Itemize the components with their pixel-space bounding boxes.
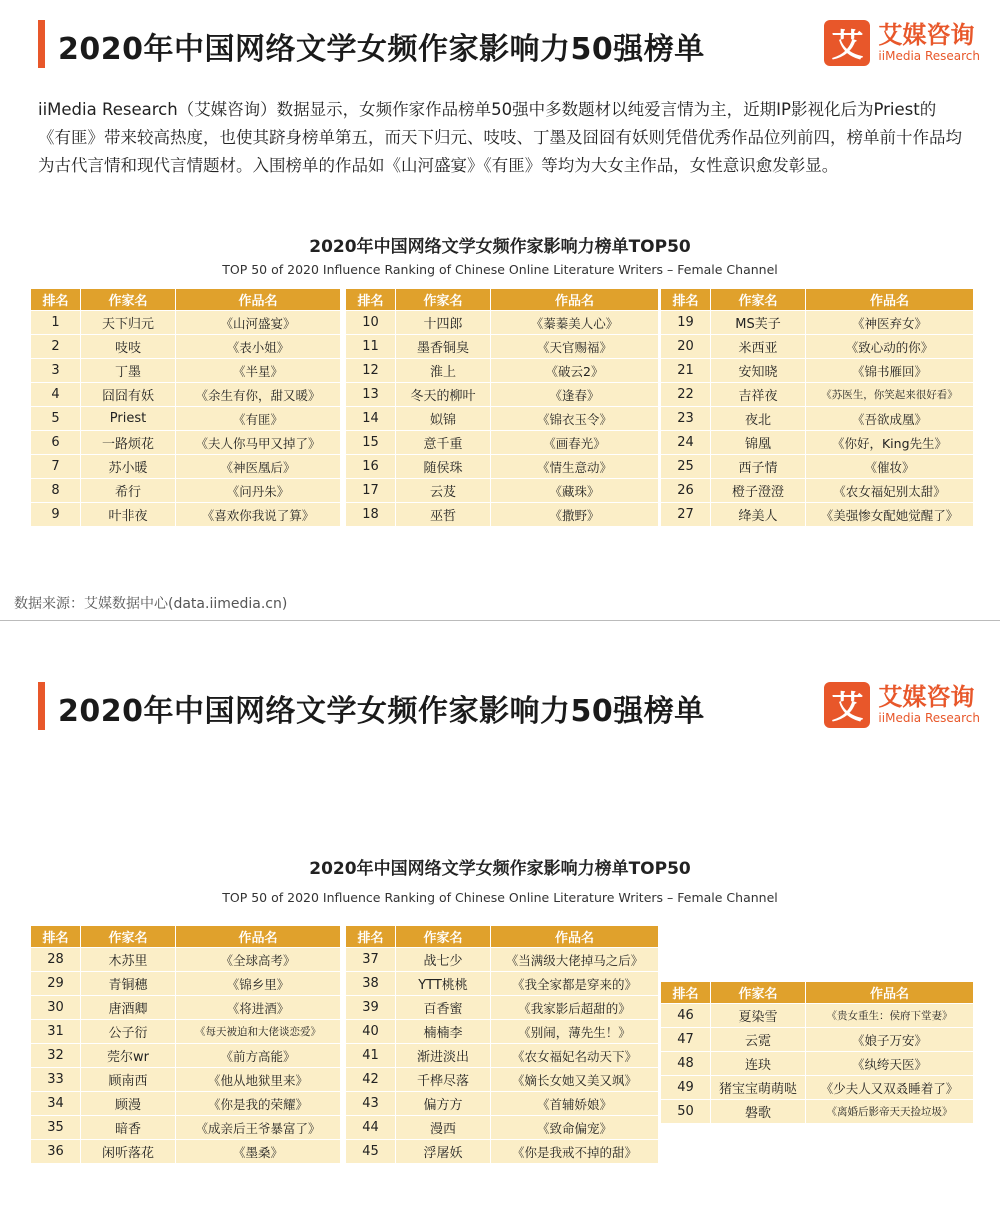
rank-cell: 22 — [661, 383, 711, 407]
header-work: 作品名 — [806, 982, 974, 1004]
work-cell: 《有匪》 — [176, 407, 341, 431]
rank-cell: 35 — [31, 1116, 81, 1140]
brand-logo — [824, 20, 980, 66]
work-cell: 《农女福妃名动天下》 — [491, 1044, 659, 1068]
rank-cell: 16 — [346, 455, 396, 479]
author-cell: 意千重 — [396, 431, 491, 455]
header-work: 作品名 — [806, 289, 974, 311]
author-cell: 吱吱 — [81, 335, 176, 359]
rank-cell: 5 — [31, 407, 81, 431]
rank-cell: 46 — [661, 1004, 711, 1028]
header-work: 作品名 — [491, 289, 659, 311]
author-cell: YTT桃桃 — [396, 972, 491, 996]
work-cell: 《催妆》 — [806, 455, 974, 479]
author-cell: 连玦 — [711, 1052, 806, 1076]
table-row — [31, 948, 341, 972]
rank-cell: 4 — [31, 383, 81, 407]
table-header-row — [31, 926, 341, 948]
ranking-table-19-27 — [660, 288, 974, 527]
work-cell: 《纨绔天医》 — [806, 1052, 974, 1076]
work-cell: 《锦乡里》 — [176, 972, 341, 996]
author-cell: 猪宝宝萌萌哒 — [711, 1076, 806, 1100]
rank-cell: 40 — [346, 1020, 396, 1044]
author-cell: 囧囧有妖 — [81, 383, 176, 407]
table-row — [661, 1004, 974, 1028]
table-row — [346, 407, 659, 431]
brand-name-en: iiMedia Research — [878, 49, 980, 63]
author-cell: 锦凰 — [711, 431, 806, 455]
table-row — [661, 431, 974, 455]
table-row — [661, 383, 974, 407]
work-cell: 《将进酒》 — [176, 996, 341, 1020]
work-cell: 《山河盛宴》 — [176, 311, 341, 335]
author-cell: 巫哲 — [396, 503, 491, 527]
work-cell: 《首辅娇娘》 — [491, 1092, 659, 1116]
author-cell: 墨香铜臭 — [396, 335, 491, 359]
author-cell: 偏方方 — [396, 1092, 491, 1116]
ranking-table-1-9 — [30, 288, 341, 527]
author-cell: 顾南西 — [81, 1068, 176, 1092]
work-cell: 《吾欲成凰》 — [806, 407, 974, 431]
rank-cell: 24 — [661, 431, 711, 455]
work-cell: 《致心动的你》 — [806, 335, 974, 359]
table-header-row — [661, 289, 974, 311]
header-author: 作家名 — [396, 926, 491, 948]
work-cell: 《别闹，薄先生！》 — [491, 1020, 659, 1044]
table-row — [346, 503, 659, 527]
rank-cell: 9 — [31, 503, 81, 527]
table-row — [346, 479, 659, 503]
intro-paragraph: iiMedia Research（艾媒咨询）数据显示，女频作家作品榜单50强中多数题材以纯爱言情为主，近期IP影视化后为Priest的《有匪》带来较高热度，也使其跻身榜单第五，而天下归元、吱吱、丁墨及囧囧有妖则凭借优秀作品位列前四，榜单前十作品均为古代言情和现代言情题材。入围榜单的作品如《山河盛宴》《有匪》等均为大女主作品，女性意识愈发彰显。 — [38, 100, 962, 175]
header-rank: 排名 — [31, 289, 81, 311]
table-row — [661, 1052, 974, 1076]
table-row — [31, 359, 341, 383]
author-cell: 漫西 — [396, 1116, 491, 1140]
header-author: 作家名 — [711, 982, 806, 1004]
rank-cell: 21 — [661, 359, 711, 383]
author-cell: 暗香 — [81, 1116, 176, 1140]
rank-cell: 17 — [346, 479, 396, 503]
header-work: 作品名 — [176, 926, 341, 948]
author-cell: 千桦尽落 — [396, 1068, 491, 1092]
rank-cell: 37 — [346, 948, 396, 972]
table-row — [31, 1020, 341, 1044]
rank-cell: 36 — [31, 1140, 81, 1164]
work-cell: 《娘子万安》 — [806, 1028, 974, 1052]
ranking-table-46-50 — [660, 981, 974, 1124]
work-cell: 《你是我的荣耀》 — [176, 1092, 341, 1116]
header-rank: 排名 — [346, 289, 396, 311]
table-row — [31, 479, 341, 503]
author-cell: 顾漫 — [81, 1092, 176, 1116]
rank-cell: 15 — [346, 431, 396, 455]
author-cell: 青铜穗 — [81, 972, 176, 996]
work-cell: 《喜欢你我说了算》 — [176, 503, 341, 527]
table-row — [346, 1116, 659, 1140]
work-cell: 《你好，King先生》 — [806, 431, 974, 455]
author-cell: 战七少 — [396, 948, 491, 972]
work-cell: 《你是我戒不掉的甜》 — [491, 1140, 659, 1164]
header-author: 作家名 — [396, 289, 491, 311]
author-cell: 十四郎 — [396, 311, 491, 335]
table-row — [346, 335, 659, 359]
header-rank: 排名 — [31, 926, 81, 948]
work-cell: 《余生有你，甜又暖》 — [176, 383, 341, 407]
rank-cell: 23 — [661, 407, 711, 431]
rank-cell: 29 — [31, 972, 81, 996]
table-row — [31, 455, 341, 479]
work-cell: 《我全家都是穿来的》 — [491, 972, 659, 996]
header-author: 作家名 — [81, 289, 176, 311]
work-cell: 《当满级大佬掉马之后》 — [491, 948, 659, 972]
table-row — [346, 1044, 659, 1068]
author-cell: 唐酒卿 — [81, 996, 176, 1020]
author-cell: 淮上 — [396, 359, 491, 383]
brand-logo — [824, 682, 980, 728]
rank-cell: 19 — [661, 311, 711, 335]
rank-cell: 39 — [346, 996, 396, 1020]
rank-cell: 34 — [31, 1092, 81, 1116]
author-cell: MS芙子 — [711, 311, 806, 335]
table-row — [31, 431, 341, 455]
rank-cell: 30 — [31, 996, 81, 1020]
work-cell: 《画春光》 — [491, 431, 659, 455]
header-work: 作品名 — [491, 926, 659, 948]
author-cell: 丁墨 — [81, 359, 176, 383]
table-row — [31, 1116, 341, 1140]
author-cell: 渐进淡出 — [396, 1044, 491, 1068]
rank-cell: 43 — [346, 1092, 396, 1116]
rank-cell: 32 — [31, 1044, 81, 1068]
table-row — [661, 479, 974, 503]
author-cell: Priest — [81, 407, 176, 431]
rank-cell: 44 — [346, 1116, 396, 1140]
table-row — [31, 311, 341, 335]
rank-cell: 7 — [31, 455, 81, 479]
table-row — [661, 455, 974, 479]
author-cell: 叶非夜 — [81, 503, 176, 527]
table-row — [346, 311, 659, 335]
table-row — [661, 503, 974, 527]
header-author: 作家名 — [81, 926, 176, 948]
table-row — [346, 972, 659, 996]
work-cell: 《破云2》 — [491, 359, 659, 383]
header-author: 作家名 — [711, 289, 806, 311]
table-row — [346, 996, 659, 1020]
work-cell: 《全球高考》 — [176, 948, 341, 972]
rank-cell: 13 — [346, 383, 396, 407]
author-cell: 木苏里 — [81, 948, 176, 972]
rank-cell: 27 — [661, 503, 711, 527]
header-rank: 排名 — [661, 289, 711, 311]
header-rank: 排名 — [346, 926, 396, 948]
rank-cell: 11 — [346, 335, 396, 359]
work-cell: 《苏医生，你笑起来很好看》 — [806, 383, 974, 407]
table-row — [31, 335, 341, 359]
table-header-row — [661, 982, 974, 1004]
work-cell: 《撒野》 — [491, 503, 659, 527]
table-row — [661, 1076, 974, 1100]
table-row — [31, 407, 341, 431]
author-cell: 云霓 — [711, 1028, 806, 1052]
table-row — [661, 407, 974, 431]
brand-mark-icon: 艾 — [824, 20, 870, 66]
author-cell: 浮屠妖 — [396, 1140, 491, 1164]
work-cell: 《离婚后影帝天天捡垃圾》 — [806, 1100, 974, 1124]
table-row — [31, 972, 341, 996]
rank-cell: 47 — [661, 1028, 711, 1052]
work-cell: 《他从地狱里来》 — [176, 1068, 341, 1092]
author-cell: 随侯珠 — [396, 455, 491, 479]
author-cell: 吉祥夜 — [711, 383, 806, 407]
author-cell: 云芨 — [396, 479, 491, 503]
rank-cell: 42 — [346, 1068, 396, 1092]
rank-cell: 2 — [31, 335, 81, 359]
table-row — [346, 1068, 659, 1092]
ranking-table-10-18 — [345, 288, 659, 527]
work-cell: 《藏珠》 — [491, 479, 659, 503]
work-cell: 《每天被迫和大佬谈恋爱》 — [176, 1020, 341, 1044]
author-cell: 公子衍 — [81, 1020, 176, 1044]
work-cell: 《少夫人又双叒睡着了》 — [806, 1076, 974, 1100]
table-row — [346, 431, 659, 455]
work-cell: 《美强惨女配她觉醒了》 — [806, 503, 974, 527]
table-row — [31, 1068, 341, 1092]
work-cell: 《前方高能》 — [176, 1044, 341, 1068]
table-row — [346, 948, 659, 972]
author-cell: 一路烦花 — [81, 431, 176, 455]
rank-cell: 3 — [31, 359, 81, 383]
author-cell: 姒锦 — [396, 407, 491, 431]
rank-cell: 10 — [346, 311, 396, 335]
chart-title: 2020年中国网络文学女频作家影响力榜单TOP50 — [309, 237, 691, 257]
brand-text — [878, 22, 980, 64]
rank-cell: 49 — [661, 1076, 711, 1100]
table-row — [346, 383, 659, 407]
rank-cell: 31 — [31, 1020, 81, 1044]
work-cell: 《逢春》 — [491, 383, 659, 407]
table-row — [661, 335, 974, 359]
ranking-table-37-45 — [345, 925, 659, 1164]
table-row — [661, 311, 974, 335]
author-cell: 西子情 — [711, 455, 806, 479]
author-cell: 闲听落花 — [81, 1140, 176, 1164]
rank-cell: 20 — [661, 335, 711, 359]
slide-2 — [0, 648, 1000, 1215]
author-cell: 磐歌 — [711, 1100, 806, 1124]
rank-cell: 8 — [31, 479, 81, 503]
rank-cell: 38 — [346, 972, 396, 996]
work-cell: 《成亲后王爷暴富了》 — [176, 1116, 341, 1140]
table-row — [346, 1020, 659, 1044]
title-accent-bar — [38, 20, 45, 68]
header-rank: 排名 — [661, 982, 711, 1004]
table-header-row — [31, 289, 341, 311]
data-source: 数据来源：艾媒数据中心(data.iimedia.cn) — [14, 596, 288, 612]
table-row — [31, 996, 341, 1020]
brand-name-cn: 艾媒咨询 — [878, 683, 975, 711]
author-cell: 天下归元 — [81, 311, 176, 335]
slide-gap — [0, 625, 1000, 648]
work-cell: 《墨桑》 — [176, 1140, 341, 1164]
work-cell: 《神医弃女》 — [806, 311, 974, 335]
footer-divider — [0, 620, 1000, 621]
table-row — [661, 1028, 974, 1052]
author-cell: 莞尔wr — [81, 1044, 176, 1068]
title-accent-bar — [38, 682, 45, 730]
table-row — [31, 503, 341, 527]
work-cell: 《蓁蓁美人心》 — [491, 311, 659, 335]
work-cell: 《我家影后超甜的》 — [491, 996, 659, 1020]
rank-cell: 41 — [346, 1044, 396, 1068]
table-row — [346, 455, 659, 479]
author-cell: 苏小暖 — [81, 455, 176, 479]
table-header-row — [346, 289, 659, 311]
work-cell: 《表小姐》 — [176, 335, 341, 359]
work-cell: 《致命偏宠》 — [491, 1116, 659, 1140]
author-cell: 楠楠李 — [396, 1020, 491, 1044]
work-cell: 《贵女重生：侯府下堂妻》 — [806, 1004, 974, 1028]
table-row — [346, 1092, 659, 1116]
author-cell: 百香蜜 — [396, 996, 491, 1020]
work-cell: 《半星》 — [176, 359, 341, 383]
work-cell: 《农女福妃别太甜》 — [806, 479, 974, 503]
table-row — [31, 383, 341, 407]
work-cell: 《锦衣玉令》 — [491, 407, 659, 431]
brand-name-en: iiMedia Research — [878, 711, 980, 725]
page-title: 2020年中国网络文学女频作家影响力50强榜单 — [58, 694, 705, 729]
table-row — [661, 359, 974, 383]
rank-cell: 18 — [346, 503, 396, 527]
work-cell: 《锦书雁回》 — [806, 359, 974, 383]
chart-subtitle: TOP 50 of 2020 Influence Ranking of Chinese Online Literature Writers – Female Channel — [222, 890, 778, 905]
work-cell: 《天官赐福》 — [491, 335, 659, 359]
author-cell: 夜北 — [711, 407, 806, 431]
author-cell: 米西亚 — [711, 335, 806, 359]
rank-cell: 50 — [661, 1100, 711, 1124]
rank-cell: 28 — [31, 948, 81, 972]
author-cell: 冬天的柳叶 — [396, 383, 491, 407]
work-cell: 《问丹朱》 — [176, 479, 341, 503]
table-row — [31, 1044, 341, 1068]
author-cell: 夏染雪 — [711, 1004, 806, 1028]
table-row — [346, 1140, 659, 1164]
work-cell: 《情生意动》 — [491, 455, 659, 479]
author-cell: 希行 — [81, 479, 176, 503]
rank-cell: 25 — [661, 455, 711, 479]
author-cell: 安知晓 — [711, 359, 806, 383]
chart-title: 2020年中国网络文学女频作家影响力榜单TOP50 — [309, 859, 691, 879]
rank-cell: 45 — [346, 1140, 396, 1164]
work-cell: 《嫡长女她又美又飒》 — [491, 1068, 659, 1092]
rank-cell: 33 — [31, 1068, 81, 1092]
table-header-row — [346, 926, 659, 948]
work-cell: 《夫人你马甲又掉了》 — [176, 431, 341, 455]
table-row — [31, 1092, 341, 1116]
rank-cell: 6 — [31, 431, 81, 455]
author-cell: 绛美人 — [711, 503, 806, 527]
author-cell: 橙子澄澄 — [711, 479, 806, 503]
page-title: 2020年中国网络文学女频作家影响力50强榜单 — [58, 32, 705, 67]
chart-subtitle: TOP 50 of 2020 Influence Ranking of Chinese Online Literature Writers – Female Channel — [222, 262, 778, 277]
work-cell: 《神医凰后》 — [176, 455, 341, 479]
brand-name-cn: 艾媒咨询 — [878, 21, 975, 49]
rank-cell: 26 — [661, 479, 711, 503]
rank-cell: 12 — [346, 359, 396, 383]
rank-cell: 14 — [346, 407, 396, 431]
header-work: 作品名 — [176, 289, 341, 311]
rank-cell: 1 — [31, 311, 81, 335]
table-row — [661, 1100, 974, 1124]
ranking-table-28-36 — [30, 925, 341, 1164]
table-row — [31, 1140, 341, 1164]
rank-cell: 48 — [661, 1052, 711, 1076]
brand-text — [878, 684, 980, 726]
table-row — [346, 359, 659, 383]
brand-mark-icon: 艾 — [824, 682, 870, 728]
